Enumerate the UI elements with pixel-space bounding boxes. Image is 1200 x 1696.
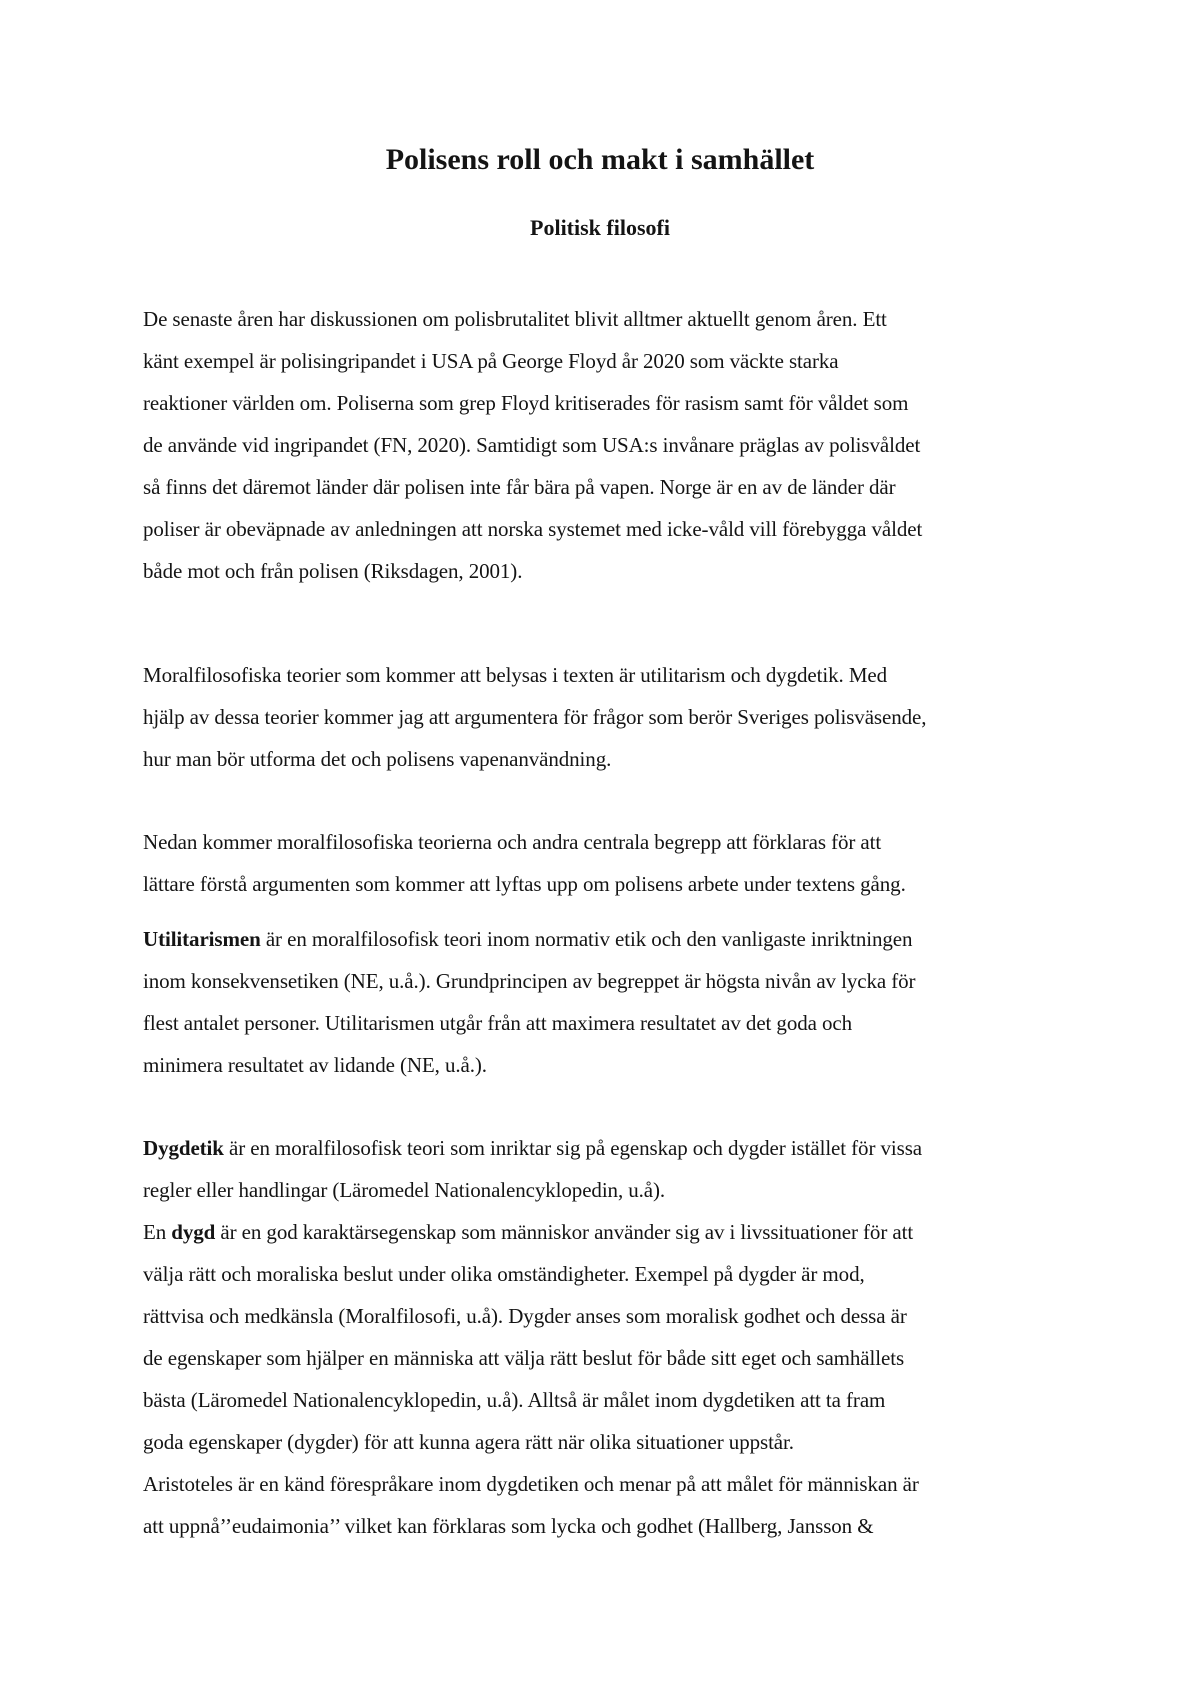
text-line: inom konsekvensetiken (NE, u.å.). Grundprincipen av begreppet är högsta nivån av lycka för — [143, 969, 916, 993]
text-line — [143, 1211, 1063, 1253]
text-line: minimera resultatet av lidande (NE, u.å.). — [143, 1053, 487, 1077]
term-dygd: dygd — [171, 1220, 216, 1244]
term-dygdetik: Dygdetik — [143, 1136, 224, 1160]
paragraph-concepts — [143, 821, 1063, 905]
text-line: Aristoteles är en känd förespråkare inom dygdetiken och menar på att målet för människan är — [143, 1472, 919, 1496]
text-line — [143, 1127, 1063, 1169]
text-fragment: En — [143, 1220, 172, 1244]
text-line: goda egenskaper (dygder) för att kunna agera rätt när olika situationer uppstår. — [143, 1430, 794, 1454]
text-line: Moralfilosofiska teorier som kommer att belysas i texten är utilitarism och dygdetik. Med — [143, 663, 888, 687]
text-fragment: är en moralfilosofisk teori som inriktar sig på egenskap och dygder istället för vissa — [223, 1136, 922, 1160]
text-fragment: är en god karaktärsegenskap som människor använder sig av i livssituationer för att — [215, 1220, 914, 1244]
paragraph-virtue-ethics — [143, 1127, 1063, 1547]
text-line: att uppnå’’eudaimonia’’ vilket kan förklaras som lycka och godhet (Hallberg, Jansson & — [143, 1514, 874, 1538]
text-line: känt exempel är polisingripandet i USA på George Floyd år 2020 som väckte starka — [143, 349, 839, 373]
text-line: så finns det däremot länder där polisen inte får bära på vapen. Norge är en av de länder där — [143, 475, 896, 499]
text-line: Nedan kommer moralfilosofiska teorierna och andra centrala begrepp att förklaras för att — [143, 830, 882, 854]
text-line: de använde vid ingripandet (FN, 2020). Samtidigt som USA:s invånare präglas av polisvåldet — [143, 433, 921, 457]
text-line: flest antalet personer. Utilitarismen utgår från att maximera resultatet av det goda och — [143, 1011, 853, 1035]
text-line: hur man bör utforma det och polisens vapenanvändning. — [143, 747, 612, 771]
page-title: Polisens roll och makt i samhället — [385, 143, 815, 176]
text-line: hjälp av dessa teorier kommer jag att argumentera för frågor som berör Sveriges polisväsende, — [143, 705, 927, 729]
paragraph-utilitarianism — [143, 918, 1063, 1086]
text-line — [143, 918, 1063, 960]
paragraph-theories — [143, 654, 1063, 780]
text-line: både mot och från polisen (Riksdagen, 2001). — [143, 559, 523, 583]
text-line: reaktioner världen om. Poliserna som grep Floyd kritiserades för rasism samt för våldet som — [143, 391, 909, 415]
term-utilitarismen: Utilitarismen — [143, 927, 261, 951]
text-line: välja rätt och moraliska beslut under olika omständigheter. Exempel på dygder är mod, — [143, 1262, 865, 1286]
text-line: rättvisa och medkänsla (Moralfilosofi, u.å). Dygder anses som moralisk godhet och dessa är — [143, 1304, 907, 1328]
text-fragment: är en moralfilosofisk teori inom normativ etik och den vanligaste inriktningen — [260, 927, 913, 951]
paragraph-intro — [143, 298, 1063, 592]
page-subtitle: Politisk filosofi — [530, 215, 670, 240]
text-line: regler eller handlingar (Läromedel Nationalencyklopedin, u.å). — [143, 1178, 666, 1202]
text-line: lättare förstå argumenten som kommer att lyftas upp om polisens arbete under textens gång. — [143, 872, 906, 896]
text-line: de egenskaper som hjälper en människa att välja rätt beslut för både sitt eget och samhällets — [143, 1346, 905, 1370]
text-line: poliser är obeväpnade av anledningen att norska systemet med icke-våld vill förebygga våldet — [143, 517, 923, 541]
text-line: bästa (Läromedel Nationalencyklopedin, u.å). Alltså är målet inom dygdetiken att ta fram — [143, 1388, 886, 1412]
text-line: De senaste åren har diskussionen om polisbrutalitet blivit alltmer aktuellt genom åren. Ett — [143, 307, 887, 331]
